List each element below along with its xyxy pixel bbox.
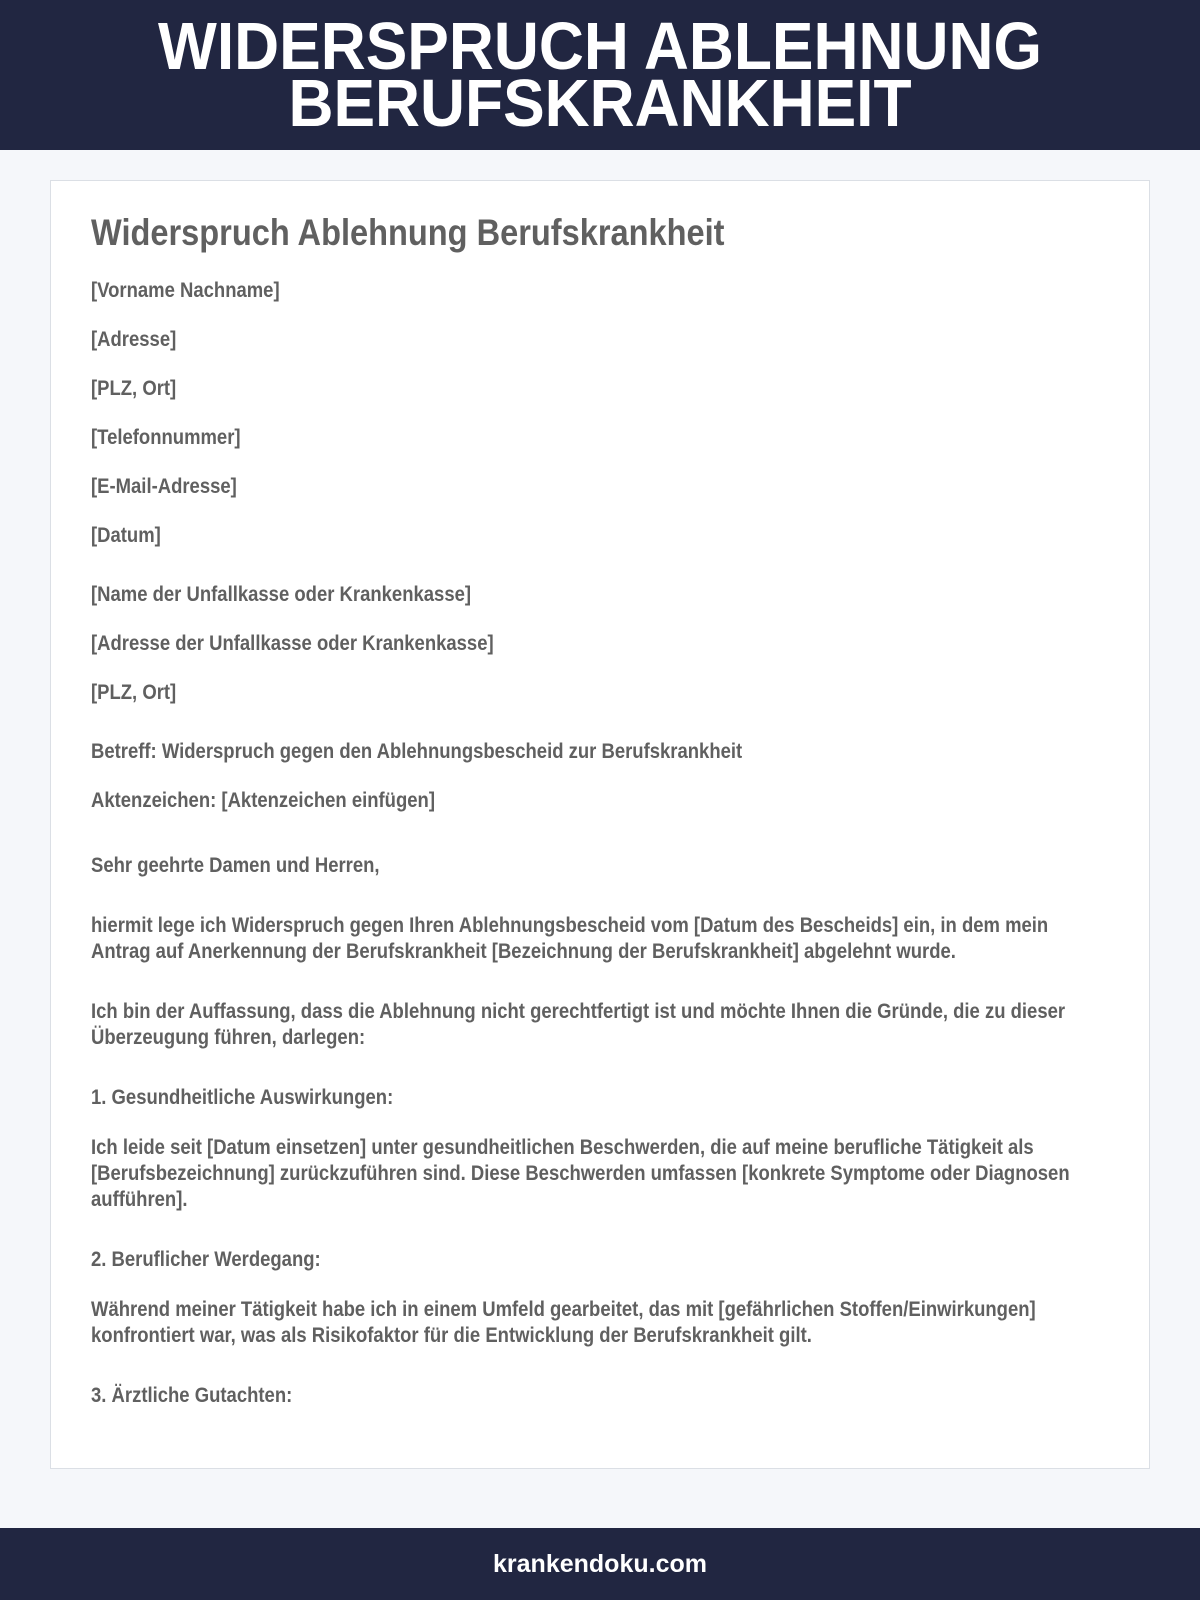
sender-line: [Telefonnummer] xyxy=(91,426,241,449)
document-text-block xyxy=(91,212,1111,1409)
sender-line: [PLZ, Ort] xyxy=(91,377,177,400)
footer-site-name: krankendoku.com xyxy=(493,1549,707,1578)
page-body xyxy=(0,150,1200,1528)
section-heading: 3. Ärztliche Gutachten: xyxy=(91,1384,293,1407)
recipient-line: [Name der Unfallkasse oder Krankenkasse] xyxy=(91,583,472,606)
document-title: Widerspruch Ablehnung Berufskrankheit xyxy=(91,212,725,253)
recipient-line: [PLZ, Ort] xyxy=(91,681,177,704)
site-footer xyxy=(0,1528,1200,1600)
sender-line: [Adresse] xyxy=(91,328,177,351)
section-heading: 2. Beruflicher Werdegang: xyxy=(91,1248,321,1271)
document-content xyxy=(51,181,1149,1409)
recipient-line: [Adresse der Unfallkasse oder Krankenkasse] xyxy=(91,632,494,655)
section-heading: 1. Gesundheitliche Auswirkungen: xyxy=(91,1086,394,1109)
sender-line: [Datum] xyxy=(91,524,161,547)
site-header xyxy=(0,0,1200,150)
page-title: WIDERSPRUCH ABLEHNUNG BERUFSKRANKHEIT xyxy=(158,9,1042,141)
reference-line: Aktenzeichen: [Aktenzeichen einfügen] xyxy=(91,789,435,812)
sender-line: [E-Mail-Adresse] xyxy=(91,475,237,498)
body-paragraph: Ich bin der Auffassung, dass die Ablehnung nicht gerechtfertigt ist und möchte Ihnen die Gründe, die zu dieser Überzeugung führen, darlegen: xyxy=(91,1000,1066,1049)
salutation: Sehr geehrte Damen und Herren, xyxy=(91,854,380,877)
document-card xyxy=(50,180,1150,1469)
subject-line: Betreff: Widerspruch gegen den Ablehnungsbescheid zur Berufskrankheit xyxy=(91,740,743,763)
body-paragraph: Während meiner Tätigkeit habe ich in einem Umfeld gearbeitet, das mit [gefährlichen Stoffen/Einwirkungen] konfrontiert war, was als Risikofaktor für die Entwicklung der Berufskrankheit gilt. xyxy=(91,1298,1036,1347)
sender-line: [Vorname Nachname] xyxy=(91,279,280,302)
body-paragraph: Ich leide seit [Datum einsetzen] unter gesundheitlichen Beschwerden, die auf meine berufliche Tätigkeit als [Berufsbezeichnung] zurückzuführen sind. Diese Beschwerden umfassen [konkrete Symptome oder Diagnosen aufführen]. xyxy=(91,1136,1070,1211)
body-paragraph: hiermit lege ich Widerspruch gegen Ihren Ablehnungsbescheid vom [Datum des Bescheids] ein, in dem mein Antrag auf Anerkennung der Berufskrankheit [Bezeichnung der Berufskrankheit] abgelehnt wurde. xyxy=(91,914,1049,963)
